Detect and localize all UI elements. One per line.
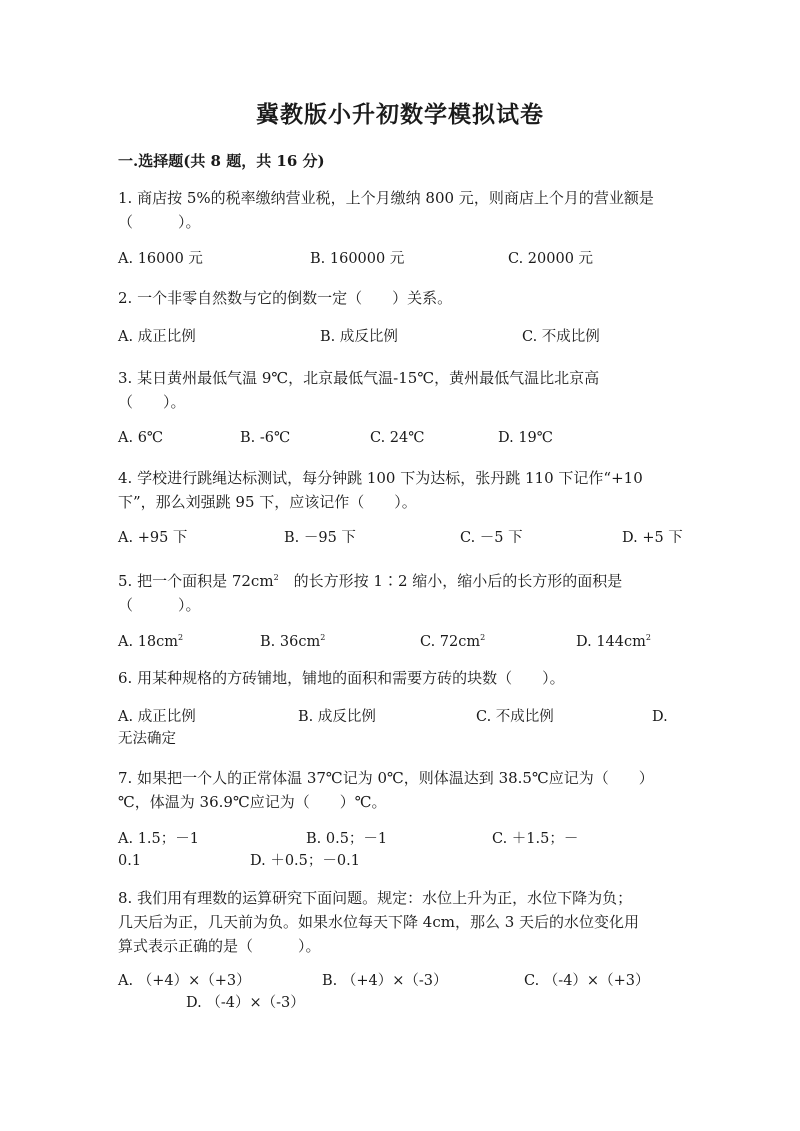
question-2: [118, 286, 688, 310]
q3-option-b: B. -6℃: [240, 430, 291, 446]
q5-option-a-text: A. 18cm: [118, 634, 179, 650]
question-4-line-2: 下”，那么刘强跳 95 下，应该记作（ ）。: [118, 493, 417, 511]
question-6: [118, 666, 688, 690]
question-5: [118, 566, 688, 617]
q4-option-c: C. －5 下: [460, 530, 523, 546]
q7-option-a: A. 1.5；－1: [118, 831, 199, 847]
q5-option-a: [118, 627, 183, 653]
q1-option-a: A. 16000 元: [118, 251, 203, 267]
question-1: [118, 186, 688, 234]
question-8-line-3: 算式表示正确的是（ ）。: [118, 937, 321, 955]
q4-option-a: A. +95 下: [118, 530, 188, 546]
q5-option-c: [420, 627, 485, 653]
question-2-line-1: 2. 一个非零自然数与它的倒数一定（ ）关系。: [118, 289, 453, 307]
question-4-line-1: 4. 学校进行跳绳达标测试，每分钟跳 100 下为达标，张丹跳 110 下记作“+10: [118, 469, 643, 487]
superscript-2: 2: [320, 633, 326, 642]
q3-option-d: D. 19℃: [498, 430, 553, 446]
superscript-2: 2: [273, 573, 279, 582]
q6-option-d-text: 无法确定: [118, 731, 176, 747]
q8-option-c: C. （-4）×（+3）: [524, 973, 650, 989]
q7-option-b: B. 0.5；－1: [306, 831, 388, 847]
question-5-text-b: 的长方形按 1∶2 缩小，缩小后的长方形的面积是: [278, 572, 623, 590]
question-7-line-1: 7. 如果把一个人的正常体温 37℃记为 0℃，则体温达到 38.5℃应记为（ ）: [118, 769, 654, 787]
q3-option-a: A. 6℃: [118, 430, 164, 446]
question-8-line-2: 几天后为正，几天前为负。如果水位每天下降 4cm，那么 3 天后的水位变化用: [118, 913, 640, 931]
question-5-line-2: （ ）。: [118, 596, 201, 614]
q5-option-c-text: C. 72cm: [420, 634, 481, 650]
q1-option-b: B. 160000 元: [310, 251, 405, 267]
question-3-line-1: 3. 某日黄州最低气温 9℃，北京最低气温-15℃，黄州最低气温比北京高: [118, 369, 600, 387]
superscript-2: 2: [645, 633, 651, 642]
q6-option-a: A. 成正比例: [118, 709, 196, 725]
question-5-text-a: 5. 把一个面积是 72cm: [118, 572, 274, 590]
q6-option-b: B. 成反比例: [298, 709, 376, 725]
question-7-line-2: ℃，体温为 36.9℃应记为（ ）℃。: [118, 793, 387, 811]
q8-option-a: A. （+4）×（+3）: [118, 973, 251, 989]
q5-option-d: [576, 627, 651, 653]
question-6-line-1: 6. 用某种规格的方砖铺地，铺地的面积和需要方砖的块数（ ）。: [118, 669, 565, 687]
q2-option-b: B. 成反比例: [320, 329, 398, 345]
q6-option-d: D.: [652, 709, 668, 725]
question-8-line-1: 8. 我们用有理数的运算研究下面问题。规定：水位上升为正，水位下降为负；: [118, 889, 633, 907]
question-1-line-2: （ ）。: [118, 213, 201, 231]
q5-option-b-text: B. 36cm: [260, 634, 321, 650]
q8-option-d: D. （-4）×（-3）: [186, 995, 305, 1011]
q5-option-d-text: D. 144cm: [576, 634, 646, 650]
question-5-line-1: [118, 566, 688, 593]
section-heading: 一.选择题(共 8 题，共 16 分): [118, 152, 325, 170]
question-1-line-1: 1. 商店按 5%的税率缴纳营业税，上个月缴纳 800 元，则商店上个月的营业额是: [118, 189, 654, 207]
q3-option-c: C. 24℃: [370, 430, 425, 446]
question-3: [118, 366, 688, 414]
superscript-2: 2: [178, 633, 184, 642]
question-3-line-2: （ ）。: [118, 393, 186, 411]
q2-option-c: C. 不成比例: [522, 329, 600, 345]
question-4: [118, 466, 688, 514]
q7-option-d: D. ＋0.5；－0.1: [250, 853, 360, 869]
q1-option-c: C. 20000 元: [508, 251, 594, 267]
question-7: [118, 766, 688, 814]
q5-option-b: [260, 627, 325, 653]
q4-option-b: B. －95 下: [284, 530, 356, 546]
question-8: [118, 886, 688, 958]
q8-option-b: B. （+4）×（-3）: [322, 973, 448, 989]
q2-option-a: A. 成正比例: [118, 329, 196, 345]
q7-option-c: C. ＋1.5；－: [492, 831, 579, 847]
page-title: 冀教版小升初数学模拟试卷: [256, 101, 544, 128]
q6-option-c: C. 不成比例: [476, 709, 554, 725]
q4-option-d: D. +5 下: [622, 530, 683, 546]
superscript-2: 2: [480, 633, 486, 642]
q7-option-c-cont: 0.1: [118, 853, 142, 869]
